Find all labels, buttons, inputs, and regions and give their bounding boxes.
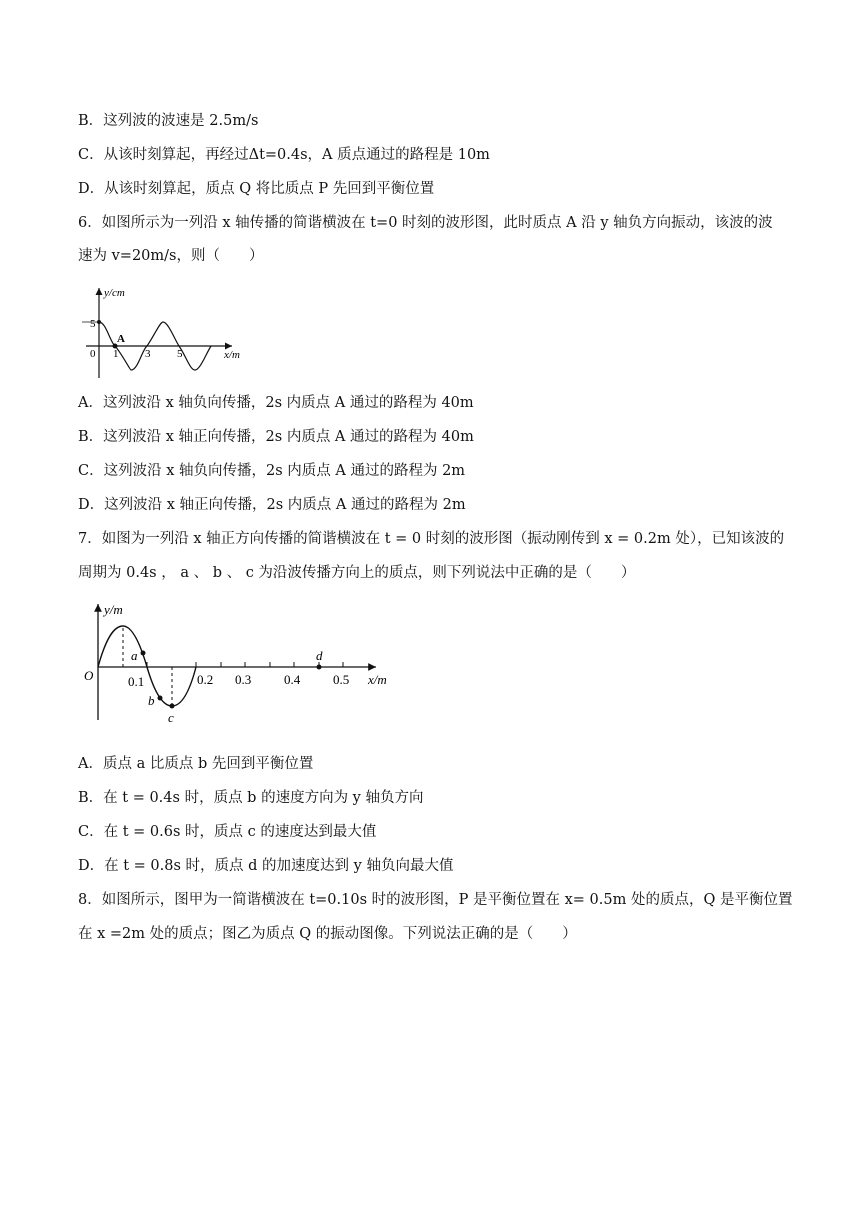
x-tick-label-0.5: 0.5 [333, 672, 350, 687]
q5-option-b: B．这列波的波速是 2.5m/s [78, 113, 259, 129]
x-tick-label-0.4: 0.4 [284, 672, 301, 687]
q7-stem-line1: 7．如图为一列沿 x 轴正方向传播的简谐横波在 t = 0 时刻的波形图（振动刚传到 x = 0.2m 处），已知该波的 [78, 531, 785, 547]
origin-label: 0 [90, 348, 96, 360]
q6-stem-line1: 6．如图所示为一列沿 x 轴传播的简谐横波在 t=0 时刻的波形图，此时质点 A 沿 y 轴负方向振动，该波的波 [78, 215, 773, 231]
q7-stem-line2: 周期为 0.4s ， a 、 b 、 c 为沿波传播方向上的质点，则下列说法中正确的是（ ） [78, 565, 636, 581]
point-d-label: d [316, 648, 323, 663]
point-a-label: A [117, 333, 125, 345]
q6-option-b: B．这列波沿 x 轴正向传播，2s 内质点 A 通过的路程为 40m [78, 429, 474, 445]
q6-wave-figure [80, 282, 260, 382]
x-axis-label: x/m [224, 349, 240, 361]
x-tick-label-3: 3 [145, 348, 151, 360]
q6-stem-line2: 速为 v=20m/s，则（ ） [78, 248, 264, 264]
x-tick-label-0.1: 0.1 [128, 674, 145, 689]
y-tick-label: 5 [90, 318, 96, 330]
q5-option-d: D．从该时刻算起，质点 Q 将比质点 P 先回到平衡位置 [78, 181, 435, 197]
point-a-label: a [131, 648, 138, 663]
point-c-dot [170, 704, 175, 709]
q6-option-c: C．这列波沿 x 轴负向传播，2s 内质点 A 通过的路程为 2m [78, 463, 466, 479]
q7-option-a: A．质点 a 比质点 b 先回到平衡位置 [78, 756, 314, 772]
q6-option-d: D．这列波沿 x 轴正向传播，2s 内质点 A 通过的路程为 2m [78, 497, 466, 513]
x-tick-label-0.3: 0.3 [235, 672, 252, 687]
point-a-dot [141, 651, 146, 656]
q7-option-c: C．在 t = 0.6s 时，质点 c 的速度达到最大值 [78, 824, 377, 840]
q8-stem-line2: 在 x =2m 处的质点；图乙为质点 Q 的振动图像。下列说法正确的是（ ） [78, 926, 577, 942]
q7-option-b: B．在 t = 0.4s 时，质点 b 的速度方向为 y 轴负方向 [78, 790, 424, 806]
point-c-label: c [168, 710, 174, 725]
point-b-dot [158, 696, 163, 701]
point-b-label: b [148, 693, 155, 708]
origin-dot [97, 320, 101, 324]
q6-option-a: A．这列波沿 x 轴负向传播，2s 内质点 A 通过的路程为 40m [78, 395, 474, 411]
q5-option-c: C．从该时刻算起，再经过Δt=0.4s，A 质点通过的路程是 10m [78, 147, 490, 163]
x-tick-label-1: 1 [113, 348, 119, 360]
wave-curve [98, 626, 196, 706]
y-axis-label: y/cm [104, 287, 125, 299]
x-tick-label-0.2: 0.2 [197, 672, 214, 687]
x-axis-label: x/m [368, 672, 387, 687]
origin-label: O [84, 668, 94, 683]
q7-option-d: D．在 t = 0.8s 时，质点 d 的加速度达到 y 轴负向最大值 [78, 858, 454, 874]
q8-stem-line1: 8．如图所示，图甲为一简谐横波在 t=0.10s 时的波形图，P 是平衡位置在 x= 0.5m 处的质点，Q 是平衡位置 [78, 892, 793, 908]
y-axis-label: y/m [104, 602, 123, 617]
point-d-dot [317, 665, 322, 670]
x-tick-label-5: 5 [177, 348, 183, 360]
q7-wave-figure [80, 598, 400, 728]
